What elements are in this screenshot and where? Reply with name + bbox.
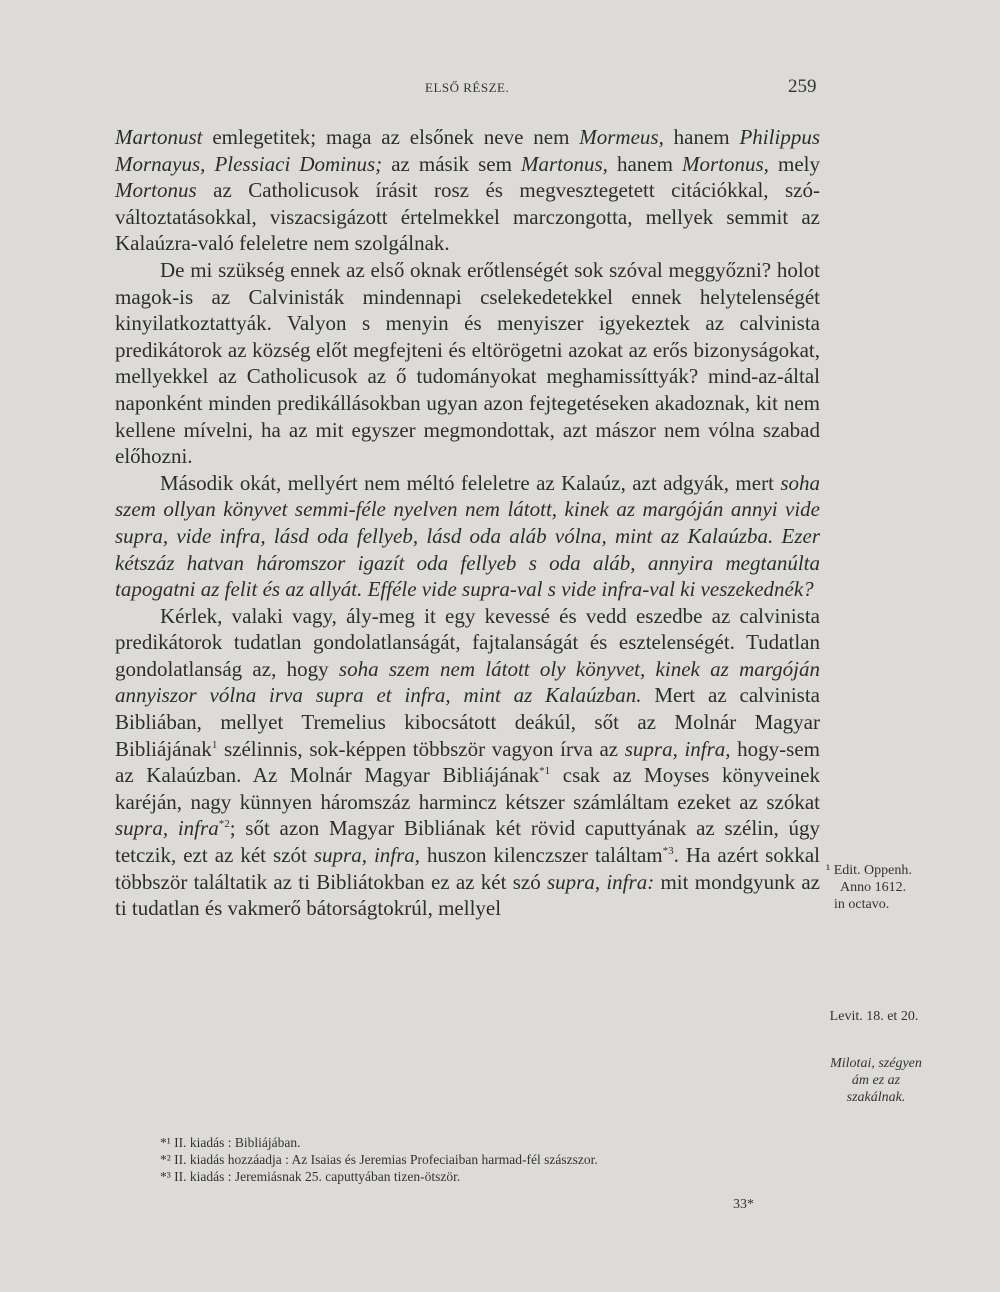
text-span: supra, infra, — [313, 843, 421, 868]
footnote-ref: *1 — [539, 765, 551, 778]
text-span: . Ha azért sokkal többször találtatik az ti Bibliátokban ez az két szó — [115, 843, 820, 894]
text-span: Mert az calvinista Bibliában, mellyet Tremelius kibocsátott deákúl, sőt az Molnár Magyar Bibliájának — [115, 683, 820, 761]
paragraph-3 — [115, 470, 820, 603]
text-span: soha szem ollyan könyvet semmi-féle nyelven nem látott, kinek az margóján annyi vide supra, vide infra, lásd oda fellyeb, lásd oda aláb vólna, mint az Kalaúzba. Ezer kétszáz hatvan háromszor igazít oda fellyeb s oda aláb, annyira megtanúlta tapogatni az felit és az allyát. Efféle vide supra-val s vide infra-val ki veszekednék? — [115, 470, 820, 602]
text-span: supra, infra: — [546, 869, 655, 894]
text-span: Philippus Mornayus, Plessiaci Dominus; — [115, 125, 820, 176]
text-span: mit mondgyunk az ti tudatlan és vakmerő bátorságtokrúl, mellyel — [115, 869, 820, 921]
text-span: soha szem nem látott oly könyvet, kinek az margóján annyiszor vólna irva supra et infra, mint az Kalaúzban. — [115, 656, 820, 708]
text-span: Második okát, mellyért nem méltó feleletre az Kalaúz, azt adgyák, mert — [160, 470, 781, 495]
text-span: csak az Moyses könyveinek karéján, nagy künnyen háromszáz harmincz kétszer számláltam ezeket az szókat — [115, 763, 820, 814]
footnote-3: *³ II. kiadás : Jeremiásnak 25. caputtyában tizen-ötször. — [160, 1169, 461, 1184]
text-span: supra, infra — [115, 816, 219, 841]
footnote-ref: *2 — [218, 818, 230, 831]
text-span: emlegetitek; maga az elsőnek neve nem — [202, 125, 580, 149]
text-span: Martonust — [115, 125, 203, 149]
text-span: mely — [768, 151, 820, 176]
printer-signature: 33* — [733, 1197, 754, 1212]
footnote-1: *¹ II. kiadás : Bibliájában. — [160, 1135, 301, 1150]
margin-note-line: Anno 1612. — [840, 880, 907, 895]
paragraph-2: De mi szükség ennek az első oknak erőtlenségét sok szóval meggyőzni? holot magok-is az Calvinisták mindennapi cselekedetekkel ennek helytelenségét kinyilatkoztattyák. Valyon s menyin és menyiszer igyekeztek az calvinista predikátorok az község előt megfejteni és eltörögetni azokat az erős bizonyságokat, mellyekkel az Catholicusok az ő tudományokat meghamissíttyák? mind-az-által naponként minden predikállásokban ugyan azon fejtegetéseken akadoznak, kit nem kellene mívelni, ha az mit egyszer megmondottak, azt mászor nem vólna szabad előhozni. — [115, 257, 820, 469]
page-header — [0, 78, 1000, 102]
text-span: szélinnis, sok-képpen többször vagyon írva az — [217, 736, 625, 761]
margin-note-milotai: Milotai, szégyen ám ez az szakálnak. — [830, 1056, 922, 1105]
text-span: Mormeus, — [579, 125, 664, 149]
text-span: Mortonus — [115, 178, 197, 203]
page-number: 259 — [788, 76, 817, 97]
margin-note-levit: Levit. 18. et 20. — [829, 1009, 919, 1024]
text-span: huszon kilenczszer találtam — [420, 843, 663, 868]
text-span: hanem — [607, 151, 682, 176]
footnote-2: *² II. kiadás hozzáadja : Az Isaias és Jeremias Profeciaiban harmad-fél szászszor. — [160, 1152, 598, 1167]
main-text — [115, 124, 820, 922]
paragraph-1 — [115, 124, 820, 257]
footnotes — [160, 1134, 800, 1185]
text-span: hogy-sem az Kalaúzban. Az Molnár Magyar Bibliájának — [115, 736, 820, 788]
footnote-ref: *3 — [662, 845, 674, 858]
text-span: supra, infra, — [624, 736, 731, 761]
text-span: ; sőt azon Magyar Bibliának két rövid caputtyának az szélin, úgy tetczik, ezt az két szót — [115, 816, 820, 868]
footnote-ref: 1 — [211, 738, 218, 751]
running-head: ELSŐ RÉSZE. — [425, 80, 510, 95]
text-span: hanem — [663, 125, 740, 149]
text-span: Mortonus, — [682, 151, 769, 176]
paragraph-4 — [115, 603, 820, 922]
margin-note-line: in octavo. — [834, 897, 890, 912]
text-span: az másik sem — [382, 151, 521, 176]
text-span: az Catholicusok írásit rosz és megvesztegetett citációkkal, szó-változtatásokkal, viszacsigázott értelmekkel marczongotta, mellyek semmit az Kalaúzra-való feleletre nem szolgálnak. — [115, 178, 820, 256]
margin-note-edition — [826, 862, 936, 913]
text-span: Kérlek, valaki vagy, ály-meg it egy kevessé és vedd eszedbe az calvinista predikátorok tudatlan gondolatlanságát, fajtalanságát és esztelenségét. Tudatlan gondolatlanság az, hogy — [115, 603, 820, 681]
text-span: Martonus, — [520, 151, 608, 176]
margin-note-line: ¹ Edit. Oppenh. — [826, 863, 912, 878]
